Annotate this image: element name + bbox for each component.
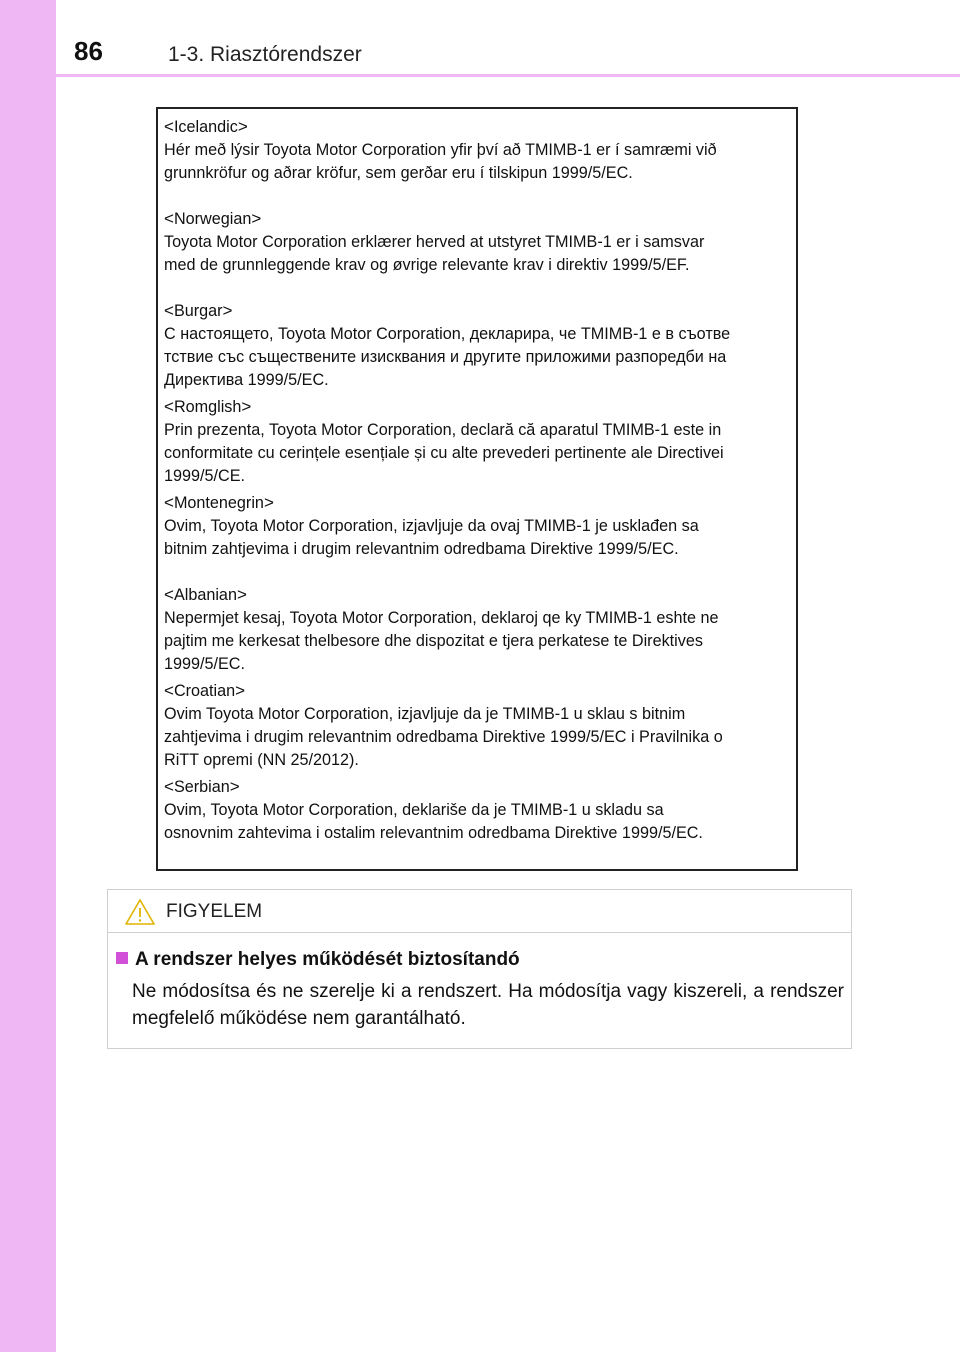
page-number: 86 <box>74 36 103 66</box>
declaration-language: <Romglish> <box>164 397 252 416</box>
declaration-language: <Burgar> <box>164 301 233 320</box>
declaration-croatian <box>164 679 796 772</box>
declaration-text: Ovim Toyota Motor Corporation, izjavljuje da je TMIMB-1 u sklau s bitnim zahtjevima i drugim relevantnim odredbama Direktive 1999/5/EC i Pravilnika o RiTT opremi (NN 25/2012). <box>164 705 723 769</box>
declaration-language: <Serbian> <box>164 777 240 796</box>
declaration-icelandic <box>164 115 796 185</box>
declaration-text: Nepermjet kesaj, Toyota Motor Corporation, deklaroj qe ky TMIMB-1 eshte ne pajtim me kerkesat thelbesore dhe dispozitat e tjera perkatese te Direktives 1999/5/EC. <box>164 609 719 673</box>
declaration-text: С настоящето, Toyota Motor Corporation, декларира, че TMIMB-1 е в съотве тствие със съществените изисквания и другите приложими разпоредби на Директива 1999/5/EC. <box>164 325 731 389</box>
declaration-romanian <box>164 395 796 488</box>
declaration-serbian <box>164 775 796 845</box>
bullet-square-icon <box>116 952 128 964</box>
declaration-language: <Montenegrin> <box>164 493 274 512</box>
declaration-language: <Norwegian> <box>164 209 262 228</box>
warning-subheading: A rendszer helyes működését biztosítandó <box>116 950 520 969</box>
declaration-text: Ovim, Toyota Motor Corporation, deklariše da je TMIMB-1 u skladu sa osnovnim zahtevima i ostalim relevantnim odredbama Direktive 1999/5/EC. <box>164 801 703 842</box>
section-title: 1-3. Riasztórendszer <box>168 43 362 66</box>
warning-text: Ne módosítsa és ne szerelje ki a rendszert. Ha módosítja vagy kiszereli, a rendszer megfelelő működése nem garantálható. <box>132 981 844 1029</box>
declarations-box <box>156 107 798 871</box>
declaration-language: <Croatian> <box>164 681 246 700</box>
declaration-language: <Albanian> <box>164 585 247 604</box>
declaration-text: Ovim, Toyota Motor Corporation, izjavljuje da ovaj TMIMB-1 je usklađen sa bitnim zahtjevima i drugim relevantnim odredbama Direktive 1999/5/EC. <box>164 517 699 558</box>
warning-title: FIGYELEM <box>166 901 263 922</box>
declaration-albanian <box>164 583 796 676</box>
warning-header <box>108 890 851 933</box>
declaration-montenegrin <box>164 491 796 561</box>
warning-triangle-icon <box>124 898 156 926</box>
declaration-language: <Icelandic> <box>164 117 248 136</box>
declaration-norwegian <box>164 207 796 277</box>
declaration-bulgarian <box>164 299 796 392</box>
declaration-text: Hér með lýsir Toyota Motor Corporation yfir því að TMIMB-1 er í samræmi við grunnkröfur og aðrar kröfur, sem gerðar eru í tilskipun 1999/5/EC. <box>164 141 717 182</box>
header-rule <box>56 74 960 77</box>
warning-box <box>107 889 852 1049</box>
declaration-text: Prin prezenta, Toyota Motor Corporation, declară că aparatul TMIMB-1 este in conformitate cu cerințele esențiale și cu alte prevederi pertinente ale Directivei 1999/5/CE. <box>164 421 724 485</box>
chapter-side-tab <box>0 0 56 1352</box>
declaration-text: Toyota Motor Corporation erklærer herved at utstyret TMIMB-1 er i samsvar med de grunnleggende krav og øvrige relevante krav i direktiv 1999/5/EF. <box>164 233 705 274</box>
